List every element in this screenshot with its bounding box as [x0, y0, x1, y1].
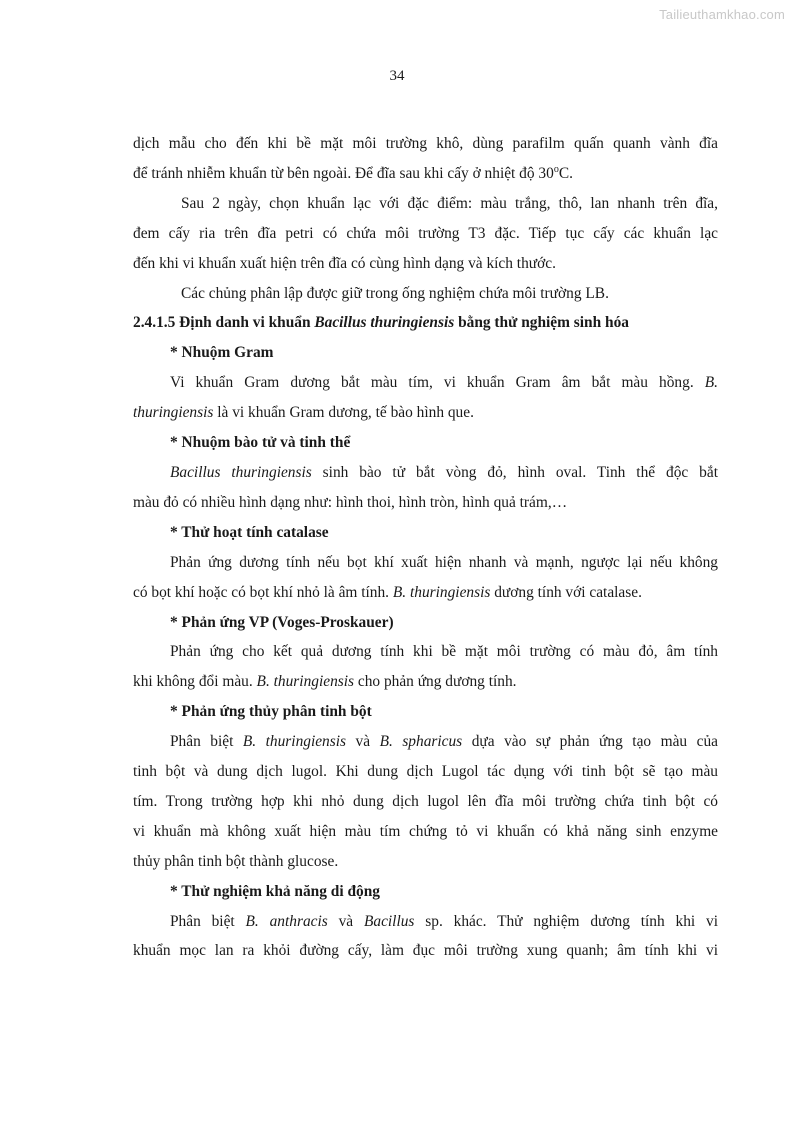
text-line: tinh bột và dung dịch lugol. Khi dung dịch Lugol tác dụng với tinh bột sẽ tạo màu [133, 763, 718, 781]
subheading-starch: * Phản ứng thủy phân tinh bột [170, 703, 372, 721]
text-line: Phân biệt B. thuringiensis và B. spharicus dựa vào sự phản ứng tạo màu của [170, 733, 718, 751]
text-line: màu đỏ có nhiều hình dạng như: hình thoi, hình tròn, hình quả trám,… [133, 493, 568, 511]
text-line: Sau 2 ngày, chọn khuẩn lạc với đặc điểm: màu trắng, thô, lan nhanh trên đĩa, [181, 194, 718, 212]
text-line: thuringiensis là vi khuẩn Gram dương, tế bào hình que. [133, 404, 474, 422]
watermark: Tailieuthamkhao.com [659, 7, 785, 22]
text-line: Vi khuẩn Gram dương bắt màu tím, vi khuẩn Gram âm bắt màu hồng. B. [170, 374, 718, 392]
text-line: đến khi vi khuẩn xuất hiện trên đĩa có cùng hình dạng và kích thước. [133, 254, 556, 272]
text-line: khi không đổi màu. B. thuringiensis cho phản ứng dương tính. [133, 673, 517, 691]
subheading-catalase: * Thử hoạt tính catalase [170, 523, 329, 541]
text-line: Bacillus thuringiensis sinh bào tử bắt vòng đỏ, hình oval. Tinh thể độc bắt [170, 463, 718, 481]
document-body [133, 129, 718, 966]
text-line: tím. Trong trường hợp khi nhỏ dung dịch lugol lên đĩa môi trường chứa tinh bột có [133, 792, 718, 810]
text-line: khuẩn mọc lan ra khỏi đường cấy, làm đục môi trường xung quanh; âm tính khi vi [133, 942, 718, 960]
subheading-spore: * Nhuộm bào tử và tinh thể [170, 434, 351, 452]
subheading-gram: * Nhuộm Gram [170, 344, 274, 362]
text-line: Phản ứng cho kết quả dương tính khi bề mặt môi trường có màu đỏ, âm tính [170, 643, 718, 661]
subheading-vp: * Phản ứng VP (Voges-Proskauer) [170, 613, 394, 631]
text-line: Các chủng phân lập được giữ trong ống nghiệm chứa môi trường LB. [181, 284, 609, 302]
section-heading: 2.4.1.5 Định danh vi khuẩn Bacillus thuringiensis bằng thử nghiệm sinh hóa [133, 314, 629, 332]
text-line: Phản ứng dương tính nếu bọt khí xuất hiện nhanh và mạnh, ngược lại nếu không [170, 553, 718, 571]
text-line: dịch mẫu cho đến khi bề mặt môi trường khô, dùng parafilm quấn quanh vành đĩa [133, 135, 718, 152]
superscript: o [553, 163, 559, 175]
text-line: để tránh nhiễm khuẩn từ bên ngoài. Để đĩa sau khi cấy ở nhiệt độ 30$^o$C. [133, 163, 573, 182]
text-line: Phân biệt B. anthracis và Bacillus sp. khác. Thử nghiệm dương tính khi vi [170, 912, 718, 930]
text-line: đem cấy ria trên đĩa petri có chứa môi trường T3 đặc. Tiếp tục cấy các khuẩn lạc [133, 224, 718, 242]
page-number: 34 [389, 68, 405, 84]
text-line: vi khuẩn mà không xuất hiện màu tím chứng tỏ vi khuẩn có khả năng sinh enzyme [133, 822, 718, 840]
text-line: thủy phân tinh bột thành glucose. [133, 852, 339, 870]
subheading-motility: * Thử nghiệm khả năng di động [170, 882, 380, 900]
text-line: có bọt khí hoặc có bọt khí nhỏ là âm tính. B. thuringiensis dương tính với catalase. [133, 583, 642, 601]
